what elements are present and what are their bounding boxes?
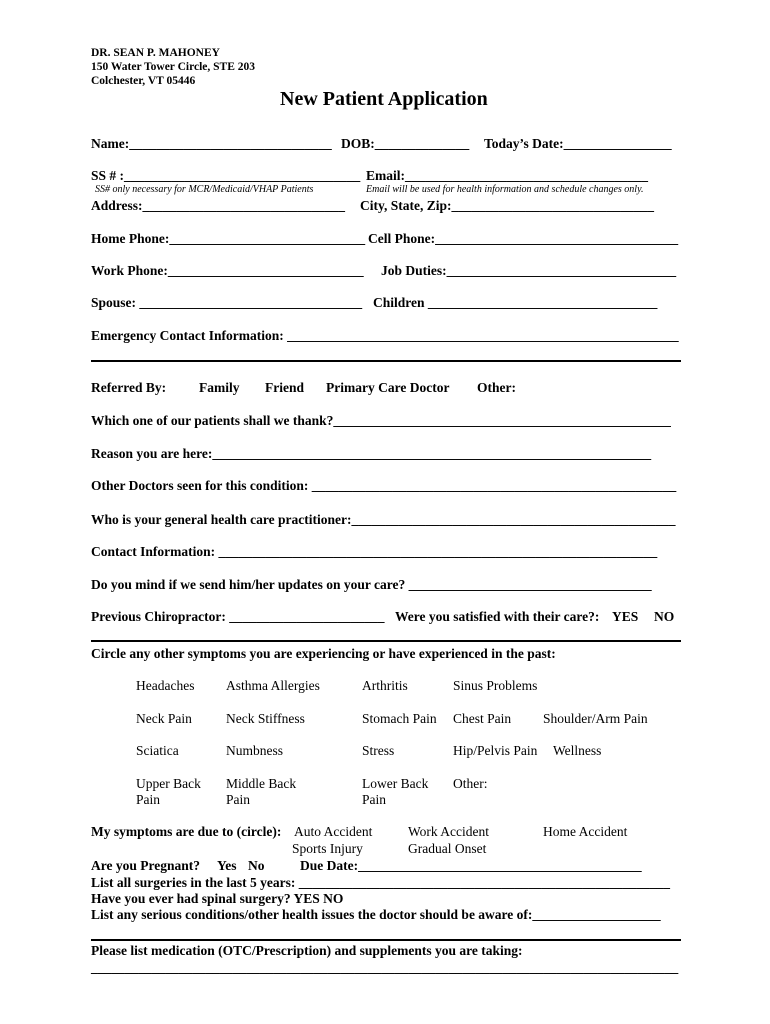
- medication-field[interactable]: _______________________________________________________________________________________: [91, 960, 679, 975]
- doctor-name: DR. SEAN P. MAHONEY: [91, 47, 220, 59]
- ss-note: SS# only necessary for MCR/Medicaid/VHAP Patients: [95, 184, 314, 195]
- symptom-option[interactable]: Neck Pain: [136, 711, 192, 726]
- cause-sports-injury[interactable]: Sports Injury: [292, 841, 363, 856]
- symptom-other[interactable]: Other:: [453, 776, 488, 791]
- symptom-option[interactable]: Stomach Pain: [362, 711, 437, 726]
- dob-field[interactable]: DOB:______________: [341, 136, 470, 151]
- city-state-zip-field[interactable]: City, State, Zip:______________________________: [360, 198, 655, 213]
- name-field[interactable]: Name:______________________________: [91, 136, 332, 151]
- clinic-address-line2: Colchester, VT 05446: [91, 75, 196, 87]
- medication-label: Please list medication (OTC/Prescription) and supplements you are taking:: [91, 943, 523, 958]
- symptom-option[interactable]: Stress: [362, 743, 395, 758]
- thank-patient-field[interactable]: Which one of our patients shall we thank?__________________________________________________: [91, 413, 671, 428]
- symptom-option[interactable]: Sinus Problems: [453, 678, 538, 693]
- symptom-middle-back[interactable]: Middle Back: [226, 776, 297, 791]
- practitioner-field[interactable]: Who is your general health care practitioner:________________________________________________: [91, 512, 676, 527]
- referred-by-label: Referred By:: [91, 380, 167, 395]
- cause-home-accident[interactable]: Home Accident: [543, 824, 628, 839]
- symptom-option[interactable]: Neck Stiffness: [226, 711, 305, 726]
- symptom-option[interactable]: Numbness: [226, 743, 283, 758]
- reason-field[interactable]: Reason you are here:_________________________________________________________________: [91, 446, 652, 461]
- email-note: Email will be used for health information and schedule changes only.: [366, 184, 644, 195]
- emergency-contact-field[interactable]: Emergency Contact Information: __________________________________________________________: [91, 328, 679, 343]
- symptom-lower-back-pain[interactable]: Pain: [362, 792, 387, 807]
- symptom-option[interactable]: Chest Pain: [453, 711, 512, 726]
- satisfied-no[interactable]: NO: [654, 609, 675, 624]
- section-divider: [91, 360, 681, 362]
- ss-field[interactable]: SS # :___________________________________: [91, 168, 361, 183]
- previous-chiropractor-field[interactable]: Previous Chiropractor: _______________________: [91, 609, 385, 624]
- referral-option-primary-care[interactable]: Primary Care Doctor: [326, 380, 450, 395]
- page-title: New Patient Application: [280, 88, 488, 110]
- satisfied-question: Were you satisfied with their care?:: [395, 609, 600, 624]
- contact-info-field[interactable]: Contact Information: _________________________________________________________________: [91, 544, 658, 559]
- symptoms-heading: Circle any other symptoms you are experiencing or have experienced in the past:: [91, 646, 556, 661]
- updates-field[interactable]: Do you mind if we send him/her updates on your care? ____________________________________: [91, 577, 652, 592]
- symptom-option[interactable]: Shoulder/Arm Pain: [543, 711, 648, 726]
- cause-auto-accident[interactable]: Auto Accident: [294, 824, 373, 839]
- referral-option-friend[interactable]: Friend: [265, 380, 304, 395]
- job-duties-field[interactable]: Job Duties:__________________________________: [381, 263, 677, 278]
- symptom-option[interactable]: Arthritis: [362, 678, 408, 693]
- address-field[interactable]: Address:______________________________: [91, 198, 346, 213]
- cause-label: My symptoms are due to (circle):: [91, 824, 282, 839]
- spinal-surgery-question[interactable]: Have you ever had spinal surgery? YES NO: [91, 891, 344, 906]
- clinic-address-line1: 150 Water Tower Circle, STE 203: [91, 61, 255, 73]
- satisfied-yes[interactable]: YES: [612, 609, 639, 624]
- symptom-lower-back[interactable]: Lower Back: [362, 776, 429, 791]
- section-divider: [91, 640, 681, 642]
- email-field[interactable]: Email:____________________________________: [366, 168, 648, 183]
- spouse-field[interactable]: Spouse: _________________________________: [91, 295, 363, 310]
- cell-phone-field[interactable]: Cell Phone:____________________________________: [368, 231, 679, 246]
- children-field[interactable]: Children __________________________________: [373, 295, 658, 310]
- conditions-field[interactable]: List any serious conditions/other health issues the doctor should be aware of:___________________: [91, 907, 661, 922]
- symptom-option[interactable]: Sciatica: [136, 743, 179, 758]
- cause-gradual-onset[interactable]: Gradual Onset: [408, 841, 487, 856]
- todays-date-field[interactable]: Today’s Date:________________: [484, 136, 672, 151]
- cause-work-accident[interactable]: Work Accident: [408, 824, 490, 839]
- due-date-field[interactable]: Due Date:__________________________________________: [300, 858, 642, 873]
- symptom-upper-back-pain[interactable]: Pain: [136, 792, 161, 807]
- symptom-option[interactable]: Wellness: [553, 743, 602, 758]
- referral-option-family[interactable]: Family: [199, 380, 240, 395]
- pregnant-yes[interactable]: Yes: [217, 858, 237, 873]
- surgeries-field[interactable]: List all surgeries in the last 5 years: _______________________________________________________: [91, 875, 670, 890]
- symptom-middle-back-pain[interactable]: Pain: [226, 792, 251, 807]
- section-divider: [91, 939, 681, 941]
- symptom-option[interactable]: Headaches: [136, 678, 195, 693]
- other-doctors-field[interactable]: Other Doctors seen for this condition: ______________________________________________________: [91, 478, 677, 493]
- referral-option-other[interactable]: Other:: [477, 380, 516, 395]
- pregnant-no[interactable]: No: [248, 858, 265, 873]
- symptom-upper-back[interactable]: Upper Back: [136, 776, 201, 791]
- home-phone-field[interactable]: Home Phone:_____________________________: [91, 231, 366, 246]
- symptom-option[interactable]: Asthma Allergies: [226, 678, 320, 693]
- pregnant-question: Are you Pregnant?: [91, 858, 200, 873]
- symptom-option[interactable]: Hip/Pelvis Pain: [453, 743, 538, 758]
- work-phone-field[interactable]: Work Phone:_____________________________: [91, 263, 364, 278]
